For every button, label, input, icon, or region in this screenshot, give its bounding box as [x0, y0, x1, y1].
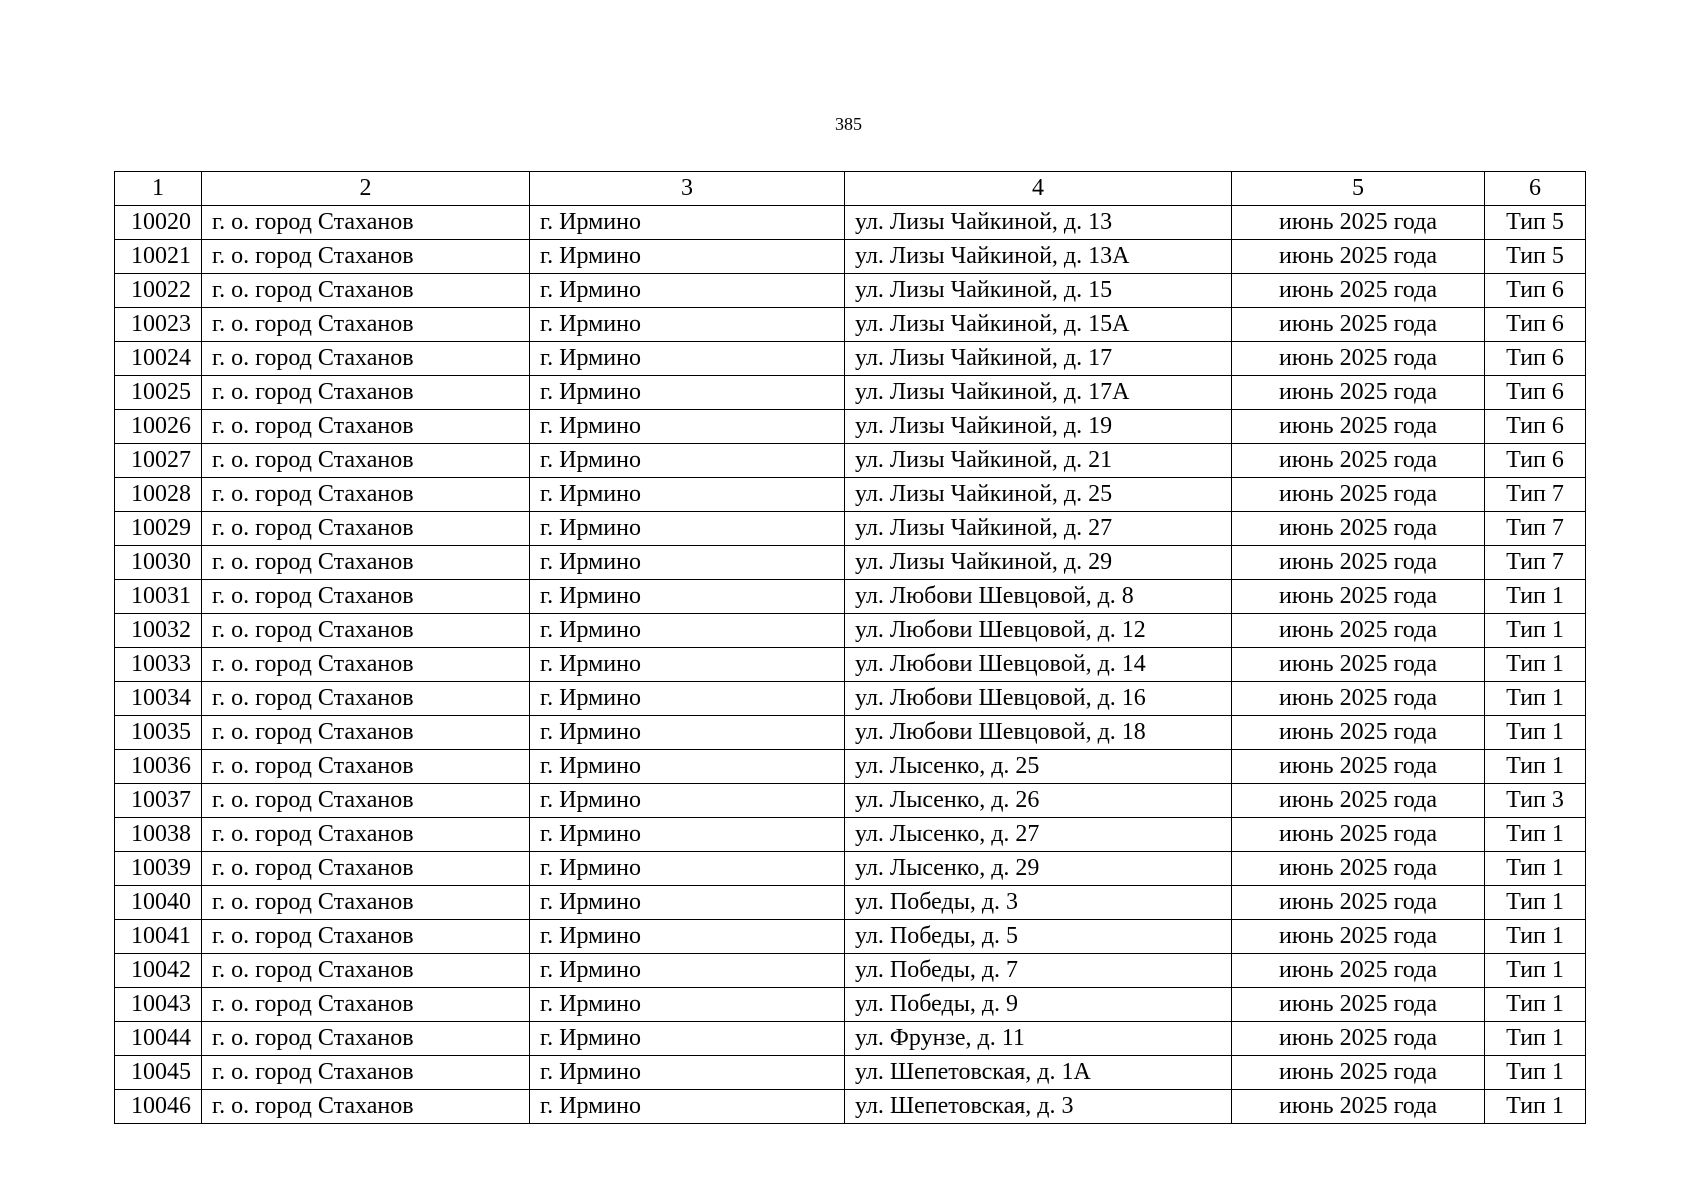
district-cell: г. о. город Стаханов [202, 886, 530, 920]
row-number-cell: 10032 [115, 614, 202, 648]
type-cell: Тип 1 [1485, 852, 1586, 886]
table-row [115, 818, 1586, 852]
date-cell: июнь 2025 года [1232, 342, 1485, 376]
address-cell: ул. Лизы Чайкиной, д. 25 [845, 478, 1232, 512]
row-number-cell: 10038 [115, 818, 202, 852]
locality-cell: г. Ирмино [530, 1090, 845, 1124]
type-cell: Тип 7 [1485, 546, 1586, 580]
table-row [115, 852, 1586, 886]
district-cell: г. о. город Стаханов [202, 1090, 530, 1124]
row-number-cell: 10039 [115, 852, 202, 886]
page-number: 385 [835, 114, 862, 134]
date-cell: июнь 2025 года [1232, 784, 1485, 818]
row-number-cell: 10033 [115, 648, 202, 682]
locality-cell: г. Ирмино [530, 580, 845, 614]
district-cell: г. о. город Стаханов [202, 784, 530, 818]
type-cell: Тип 7 [1485, 512, 1586, 546]
row-number-cell: 10040 [115, 886, 202, 920]
date-cell: июнь 2025 года [1232, 1022, 1485, 1056]
row-number-cell: 10045 [115, 1056, 202, 1090]
table-row [115, 512, 1586, 546]
address-cell: ул. Лысенко, д. 26 [845, 784, 1232, 818]
locality-cell: г. Ирмино [530, 444, 845, 478]
table-row [115, 614, 1586, 648]
row-number-cell: 10042 [115, 954, 202, 988]
row-number-cell: 10024 [115, 342, 202, 376]
type-cell: Тип 6 [1485, 410, 1586, 444]
locality-cell: г. Ирмино [530, 1056, 845, 1090]
address-cell: ул. Лысенко, д. 25 [845, 750, 1232, 784]
locality-cell: г. Ирмино [530, 988, 845, 1022]
district-cell: г. о. город Стаханов [202, 988, 530, 1022]
date-cell: июнь 2025 года [1232, 376, 1485, 410]
district-cell: г. о. город Стаханов [202, 682, 530, 716]
address-cell: ул. Победы, д. 9 [845, 988, 1232, 1022]
locality-cell: г. Ирмино [530, 274, 845, 308]
district-cell: г. о. город Стаханов [202, 954, 530, 988]
row-number-cell: 10022 [115, 274, 202, 308]
district-cell: г. о. город Стаханов [202, 410, 530, 444]
row-number-cell: 10035 [115, 716, 202, 750]
district-cell: г. о. город Стаханов [202, 478, 530, 512]
table-row [115, 206, 1586, 240]
date-cell: июнь 2025 года [1232, 852, 1485, 886]
address-cell: ул. Шепетовская, д. 3 [845, 1090, 1232, 1124]
locality-cell: г. Ирмино [530, 342, 845, 376]
date-cell: июнь 2025 года [1232, 614, 1485, 648]
locality-cell: г. Ирмино [530, 954, 845, 988]
district-cell: г. о. город Стаханов [202, 716, 530, 750]
district-cell: г. о. город Стаханов [202, 1056, 530, 1090]
locality-cell: г. Ирмино [530, 410, 845, 444]
row-number-cell: 10041 [115, 920, 202, 954]
district-cell: г. о. город Стаханов [202, 206, 530, 240]
locality-cell: г. Ирмино [530, 614, 845, 648]
table-row [115, 784, 1586, 818]
date-cell: июнь 2025 года [1232, 410, 1485, 444]
type-cell: Тип 1 [1485, 1022, 1586, 1056]
column-header-4: 4 [845, 172, 1232, 206]
type-cell: Тип 1 [1485, 920, 1586, 954]
locality-cell: г. Ирмино [530, 852, 845, 886]
table-body [115, 206, 1586, 1124]
row-number-cell: 10023 [115, 308, 202, 342]
address-cell: ул. Лизы Чайкиной, д. 19 [845, 410, 1232, 444]
row-number-cell: 10027 [115, 444, 202, 478]
address-cell: ул. Фрунзе, д. 11 [845, 1022, 1232, 1056]
row-number-cell: 10031 [115, 580, 202, 614]
district-cell: г. о. город Стаханов [202, 852, 530, 886]
date-cell: июнь 2025 года [1232, 546, 1485, 580]
row-number-cell: 10034 [115, 682, 202, 716]
district-cell: г. о. город Стаханов [202, 750, 530, 784]
address-cell: ул. Победы, д. 7 [845, 954, 1232, 988]
row-number-cell: 10029 [115, 512, 202, 546]
date-cell: июнь 2025 года [1232, 580, 1485, 614]
locality-cell: г. Ирмино [530, 886, 845, 920]
table-row [115, 444, 1586, 478]
locality-cell: г. Ирмино [530, 750, 845, 784]
table-row [115, 580, 1586, 614]
type-cell: Тип 5 [1485, 240, 1586, 274]
table-row [115, 410, 1586, 444]
locality-cell: г. Ирмино [530, 648, 845, 682]
type-cell: Тип 1 [1485, 1090, 1586, 1124]
table-row [115, 1056, 1586, 1090]
row-number-cell: 10026 [115, 410, 202, 444]
date-cell: июнь 2025 года [1232, 444, 1485, 478]
district-cell: г. о. город Стаханов [202, 274, 530, 308]
type-cell: Тип 7 [1485, 478, 1586, 512]
address-cell: ул. Победы, д. 3 [845, 886, 1232, 920]
date-cell: июнь 2025 года [1232, 750, 1485, 784]
table-row [115, 886, 1586, 920]
address-cell: ул. Лизы Чайкиной, д. 17А [845, 376, 1232, 410]
address-cell: ул. Любови Шевцовой, д. 8 [845, 580, 1232, 614]
date-cell: июнь 2025 года [1232, 1056, 1485, 1090]
row-number-cell: 10025 [115, 376, 202, 410]
row-number-cell: 10028 [115, 478, 202, 512]
locality-cell: г. Ирмино [530, 512, 845, 546]
address-cell: ул. Любови Шевцовой, д. 12 [845, 614, 1232, 648]
table-row [115, 682, 1586, 716]
address-cell: ул. Любови Шевцовой, д. 14 [845, 648, 1232, 682]
table-row [115, 546, 1586, 580]
address-cell: ул. Любови Шевцовой, д. 16 [845, 682, 1232, 716]
date-cell: июнь 2025 года [1232, 682, 1485, 716]
district-cell: г. о. город Стаханов [202, 546, 530, 580]
table-row [115, 988, 1586, 1022]
locality-cell: г. Ирмино [530, 240, 845, 274]
type-cell: Тип 1 [1485, 614, 1586, 648]
district-cell: г. о. город Стаханов [202, 614, 530, 648]
date-cell: июнь 2025 года [1232, 818, 1485, 852]
date-cell: июнь 2025 года [1232, 1090, 1485, 1124]
date-cell: июнь 2025 года [1232, 512, 1485, 546]
date-cell: июнь 2025 года [1232, 274, 1485, 308]
type-cell: Тип 6 [1485, 444, 1586, 478]
table-row [115, 274, 1586, 308]
address-cell: ул. Лизы Чайкиной, д. 15А [845, 308, 1232, 342]
date-cell: июнь 2025 года [1232, 308, 1485, 342]
table-row [115, 478, 1586, 512]
type-cell: Тип 6 [1485, 308, 1586, 342]
address-cell: ул. Лизы Чайкиной, д. 29 [845, 546, 1232, 580]
locality-cell: г. Ирмино [530, 682, 845, 716]
address-cell: ул. Шепетовская, д. 1А [845, 1056, 1232, 1090]
type-cell: Тип 1 [1485, 988, 1586, 1022]
locality-cell: г. Ирмино [530, 546, 845, 580]
date-cell: июнь 2025 года [1232, 988, 1485, 1022]
type-cell: Тип 5 [1485, 206, 1586, 240]
district-cell: г. о. город Стаханов [202, 376, 530, 410]
type-cell: Тип 1 [1485, 1056, 1586, 1090]
type-cell: Тип 1 [1485, 648, 1586, 682]
date-cell: июнь 2025 года [1232, 648, 1485, 682]
date-cell: июнь 2025 года [1232, 478, 1485, 512]
table-row [115, 716, 1586, 750]
table-row [115, 1022, 1586, 1056]
locality-cell: г. Ирмино [530, 308, 845, 342]
district-cell: г. о. город Стаханов [202, 444, 530, 478]
row-number-cell: 10043 [115, 988, 202, 1022]
date-cell: июнь 2025 года [1232, 716, 1485, 750]
locality-cell: г. Ирмино [530, 716, 845, 750]
type-cell: Тип 1 [1485, 750, 1586, 784]
type-cell: Тип 1 [1485, 580, 1586, 614]
type-cell: Тип 1 [1485, 818, 1586, 852]
column-header-5: 5 [1232, 172, 1485, 206]
column-header-2: 2 [202, 172, 530, 206]
district-cell: г. о. город Стаханов [202, 648, 530, 682]
column-header-6: 6 [1485, 172, 1586, 206]
column-header-3: 3 [530, 172, 845, 206]
district-cell: г. о. город Стаханов [202, 240, 530, 274]
date-cell: июнь 2025 года [1232, 240, 1485, 274]
table-row [115, 648, 1586, 682]
district-cell: г. о. город Стаханов [202, 818, 530, 852]
address-cell: ул. Лизы Чайкиной, д. 13 [845, 206, 1232, 240]
type-cell: Тип 6 [1485, 274, 1586, 308]
row-number-cell: 10037 [115, 784, 202, 818]
table-row [115, 308, 1586, 342]
district-cell: г. о. город Стаханов [202, 1022, 530, 1056]
address-cell: ул. Лизы Чайкиной, д. 15 [845, 274, 1232, 308]
district-cell: г. о. город Стаханов [202, 308, 530, 342]
row-number-cell: 10020 [115, 206, 202, 240]
type-cell: Тип 6 [1485, 342, 1586, 376]
district-cell: г. о. город Стаханов [202, 920, 530, 954]
date-cell: июнь 2025 года [1232, 954, 1485, 988]
table-row [115, 750, 1586, 784]
row-number-cell: 10021 [115, 240, 202, 274]
locality-cell: г. Ирмино [530, 376, 845, 410]
date-cell: июнь 2025 года [1232, 920, 1485, 954]
address-cell: ул. Лизы Чайкиной, д. 21 [845, 444, 1232, 478]
district-cell: г. о. город Стаханов [202, 512, 530, 546]
document-table [114, 171, 1585, 1124]
locality-cell: г. Ирмино [530, 478, 845, 512]
table-row [115, 240, 1586, 274]
address-cell: ул. Лизы Чайкиной, д. 27 [845, 512, 1232, 546]
type-cell: Тип 1 [1485, 886, 1586, 920]
district-cell: г. о. город Стаханов [202, 580, 530, 614]
locality-cell: г. Ирмино [530, 1022, 845, 1056]
row-number-cell: 10036 [115, 750, 202, 784]
district-cell: г. о. город Стаханов [202, 342, 530, 376]
address-cell: ул. Лизы Чайкиной, д. 17 [845, 342, 1232, 376]
type-cell: Тип 1 [1485, 682, 1586, 716]
address-cell: ул. Лизы Чайкиной, д. 13А [845, 240, 1232, 274]
table-row [115, 954, 1586, 988]
type-cell: Тип 6 [1485, 376, 1586, 410]
table-row [115, 342, 1586, 376]
locality-cell: г. Ирмино [530, 206, 845, 240]
locality-cell: г. Ирмино [530, 784, 845, 818]
row-number-cell: 10030 [115, 546, 202, 580]
type-cell: Тип 1 [1485, 716, 1586, 750]
data-table [114, 171, 1586, 1124]
type-cell: Тип 3 [1485, 784, 1586, 818]
date-cell: июнь 2025 года [1232, 206, 1485, 240]
row-number-cell: 10046 [115, 1090, 202, 1124]
type-cell: Тип 1 [1485, 954, 1586, 988]
table-row [115, 1090, 1586, 1124]
table-row [115, 376, 1586, 410]
table-header-row [115, 172, 1586, 206]
locality-cell: г. Ирмино [530, 920, 845, 954]
table-row [115, 920, 1586, 954]
address-cell: ул. Лысенко, д. 29 [845, 852, 1232, 886]
date-cell: июнь 2025 года [1232, 886, 1485, 920]
address-cell: ул. Любови Шевцовой, д. 18 [845, 716, 1232, 750]
row-number-cell: 10044 [115, 1022, 202, 1056]
column-header-1: 1 [115, 172, 202, 206]
address-cell: ул. Лысенко, д. 27 [845, 818, 1232, 852]
address-cell: ул. Победы, д. 5 [845, 920, 1232, 954]
locality-cell: г. Ирмино [530, 818, 845, 852]
